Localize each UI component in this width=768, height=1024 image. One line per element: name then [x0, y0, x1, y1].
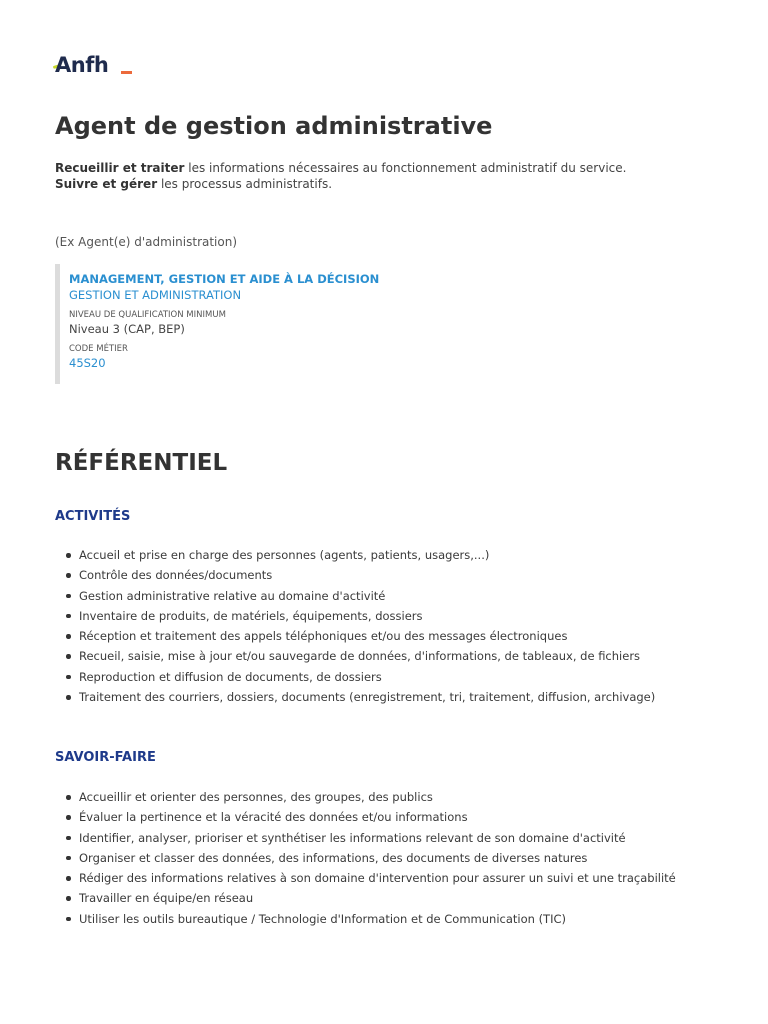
- job-info-box: [55, 264, 615, 384]
- intro-line-2-rest: les processus administratifs.: [157, 177, 333, 191]
- job-code-value[interactable]: 45S20: [69, 356, 106, 370]
- activite-item: Recueil, saisie, mise à jour et/ou sauvegarde de données, d'informations, de tableaux, de fichiers: [79, 646, 655, 666]
- savoir-faire-item: Travailler en équipe/en réseau: [79, 888, 676, 908]
- savoir-faire-item: Évaluer la pertinence et la véracité des données et/ou informations: [79, 807, 676, 827]
- savoir-faire-item: Utiliser les outils bureautique / Technologie d'Information et de Communication (TIC): [79, 909, 676, 929]
- former-job-name: (Ex Agent(e) d'administration): [55, 235, 238, 249]
- activite-item: Reproduction et diffusion de documents, de dossiers: [79, 667, 655, 687]
- activites-heading: ACTIVITÉS: [55, 509, 131, 524]
- activite-item: Traitement des courriers, dossiers, documents (enregistrement, tri, traitement, diffusion, archivage): [79, 687, 655, 707]
- activite-item: Accueil et prise en charge des personnes (agents, patients, usagers,...): [79, 545, 655, 565]
- savoir-faire-item: Identifier, analyser, prioriser et synthétiser les informations relevant de son domaine d'activité: [79, 828, 676, 848]
- qualification-level-value: Niveau 3 (CAP, BEP): [69, 322, 185, 336]
- page-title: Agent de gestion administrative: [55, 112, 493, 140]
- savoir-faire-heading: SAVOIR-FAIRE: [55, 750, 156, 765]
- savoir-faire-item: Organiser et classer des données, des informations, des documents de diverses natures: [79, 848, 676, 868]
- savoir-faire-item: Rédiger des informations relatives à son domaine d'intervention pour assurer un suivi et une traçabilité: [79, 868, 676, 888]
- savoir-faire-item: Accueillir et orienter des personnes, des groupes, des publics: [79, 787, 676, 807]
- intro-line-1-rest: les informations nécessaires au fonctionnement administratif du service.: [184, 161, 627, 175]
- activite-item: Contrôle des données/documents: [79, 565, 655, 585]
- anfh-logo[interactable]: [55, 52, 145, 78]
- activites-list: [55, 545, 655, 707]
- activite-item: Réception et traitement des appels téléphoniques et/ou des messages électroniques: [79, 626, 655, 646]
- referentiel-heading: RÉFÉRENTIEL: [55, 450, 228, 476]
- job-subfamily[interactable]: GESTION ET ADMINISTRATION: [69, 288, 242, 302]
- intro-text: [55, 160, 626, 192]
- logo-dash-icon: [121, 71, 132, 74]
- activite-item: Gestion administrative relative au domaine d'activité: [79, 586, 655, 606]
- intro-line-2-bold: Suivre et gérer: [55, 177, 158, 191]
- job-family[interactable]: MANAGEMENT, GESTION ET AIDE À LA DÉCISION: [69, 272, 380, 286]
- job-code-label: CODE MÉTIER: [69, 344, 128, 354]
- qualification-level-label: NIVEAU DE QUALIFICATION MINIMUM: [69, 310, 226, 320]
- logo-text: Anfh: [55, 53, 109, 77]
- activite-item: Inventaire de produits, de matériels, équipements, dossiers: [79, 606, 655, 626]
- intro-line-2: [55, 176, 626, 192]
- intro-line-1: [55, 160, 626, 176]
- intro-line-1-bold: Recueillir et traiter: [55, 161, 185, 175]
- savoir-faire-list: [55, 787, 676, 929]
